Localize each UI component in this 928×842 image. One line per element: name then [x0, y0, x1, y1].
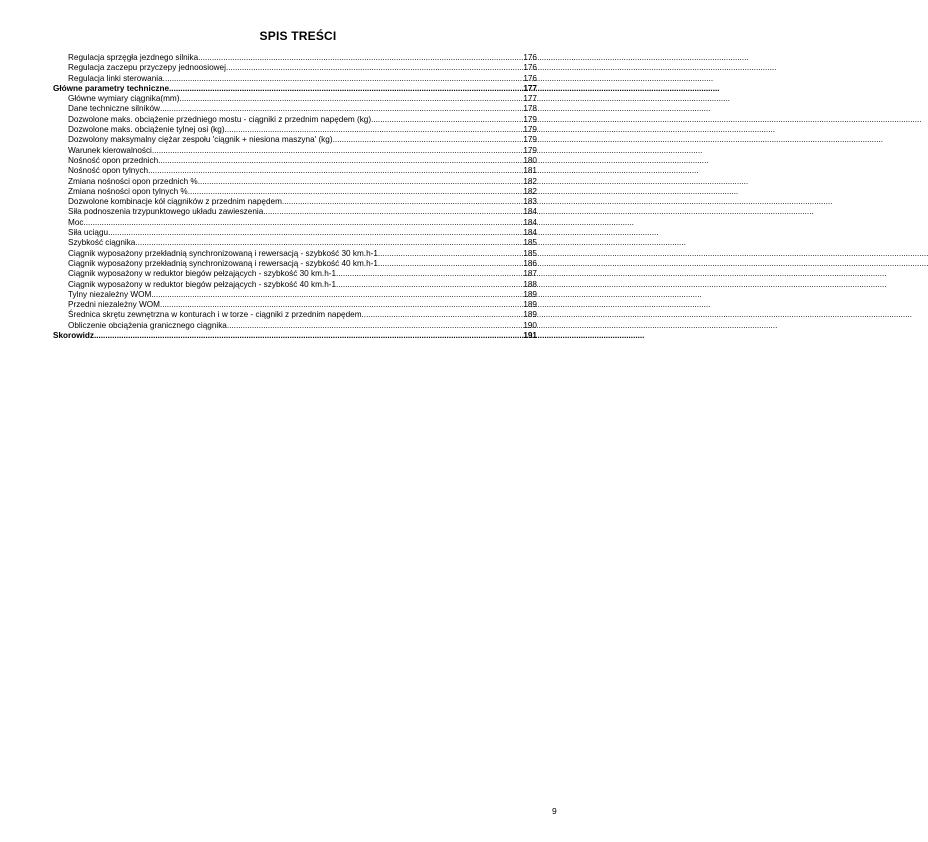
toc-dot-leader — [135, 238, 523, 248]
toc-entry[interactable] — [53, 187, 537, 197]
toc-dot-leader — [198, 177, 524, 187]
toc-entry[interactable] — [53, 135, 537, 145]
toc-entry-page: 183 — [523, 197, 537, 207]
toc-dot-leader — [83, 218, 523, 228]
toc-entry-page: 189 — [523, 289, 537, 299]
toc-entry[interactable] — [53, 53, 537, 63]
toc-entry-label: Ciągnik wyposażony przekładnią synchronizowaną i rewersacją - szybkość 40 km.h-1 — [68, 258, 378, 268]
toc-entry-label: Dozwolone maks. obciążenie tylnej osi (kg) — [68, 125, 225, 135]
toc-entry[interactable] — [53, 74, 537, 84]
toc-entry-label: Ciągnik wyposażony w reduktor biegów pełzających - szybkość 40 km.h-1 — [68, 279, 337, 289]
toc-entry-page: 184 — [523, 217, 537, 227]
toc-entry[interactable] — [53, 156, 537, 166]
toc-entry-label: Dozwolone kombinacje kół ciągników z przednim napędem — [68, 197, 282, 207]
toc-entry[interactable] — [53, 310, 537, 320]
toc-entry-page: 185 — [523, 238, 537, 248]
toc-entry-page: 190 — [523, 320, 537, 330]
toc-entry-page: 177 — [523, 94, 537, 104]
toc-entry-label: Regulacja zaczepu przyczepy jednoosiowej — [68, 63, 226, 73]
page-number: 9 — [552, 806, 557, 816]
toc-entry-page: 178 — [523, 104, 537, 114]
toc-dot-leader — [148, 166, 523, 176]
toc-dot-leader — [226, 63, 523, 73]
toc-entry-label: Skorowidz — [53, 331, 94, 341]
toc-dot-leader — [158, 156, 523, 166]
toc-dot-leader — [152, 146, 523, 156]
toc-entry-page: 182 — [523, 186, 537, 196]
toc-entry[interactable] — [53, 331, 537, 341]
toc-entry[interactable] — [53, 300, 537, 310]
toc-dot-leader — [282, 197, 523, 207]
toc-entry-page: 179 — [523, 145, 537, 155]
toc-entry[interactable] — [53, 104, 537, 114]
toc-dot-leader — [336, 280, 523, 290]
toc-dot-leader — [378, 249, 523, 259]
toc-entry-label: Średnica skrętu zewnętrzna w konturach i w torze - ciągniki z przednim napędem — [68, 310, 362, 320]
toc-entry[interactable] — [53, 166, 537, 176]
toc-entry-page: 179 — [523, 114, 537, 124]
toc-dot-leader — [179, 94, 523, 104]
toc-dot-leader — [198, 53, 523, 63]
toc-entry[interactable] — [53, 115, 537, 125]
table-of-contents — [53, 53, 537, 341]
toc-dot-leader — [163, 74, 524, 84]
toc-entry[interactable] — [53, 259, 537, 269]
toc-entry-page: 176 — [523, 73, 537, 83]
toc-entry-page: 176 — [523, 53, 537, 62]
toc-entry[interactable] — [53, 321, 537, 331]
toc-entry-label: Tylny niezależny WOM — [68, 289, 152, 299]
toc-entry[interactable] — [53, 290, 537, 300]
toc-entry[interactable] — [53, 249, 537, 259]
toc-entry-label: Przedni niezależny WOM — [68, 300, 160, 310]
toc-dot-leader — [225, 125, 524, 135]
toc-entry-page: 181 — [523, 166, 537, 176]
toc-entry-page: 182 — [523, 176, 537, 186]
toc-entry[interactable] — [53, 63, 537, 73]
toc-entry-label: Zmiana nośności opon przednich % — [68, 176, 198, 186]
toc-entry[interactable] — [53, 207, 537, 217]
toc-entry-page: 179 — [523, 135, 537, 145]
toc-dot-leader — [263, 207, 523, 217]
toc-entry-page: 188 — [523, 279, 537, 289]
toc-entry-label: Zmiana nośności opon tylnych % — [68, 186, 188, 196]
toc-entry[interactable] — [53, 228, 537, 238]
toc-entry[interactable] — [53, 197, 537, 207]
toc-entry-page: 179 — [523, 125, 537, 135]
toc-entry-label: Ciągnik wyposażony w reduktor biegów pełzających - szybkość 30 km.h-1 — [68, 269, 337, 279]
toc-entry-label: Nośność opon tylnych — [68, 166, 149, 176]
toc-entry-label: Główne parametry techniczne — [53, 83, 170, 93]
toc-entry-label: Regulacja sprzęgła jezdnego silnika — [68, 53, 199, 62]
toc-entry[interactable] — [53, 177, 537, 187]
toc-entry-page: 184 — [523, 207, 537, 217]
toc-entry-page: 191 — [523, 331, 537, 341]
toc-entry-label: Nośność opon przednich — [68, 155, 159, 165]
toc-entry[interactable] — [53, 125, 537, 135]
toc-dot-leader — [151, 290, 523, 300]
toc-dot-leader — [378, 259, 523, 269]
toc-entry-label: Regulacja linki sterowania — [68, 73, 163, 83]
toc-dot-leader — [169, 84, 523, 94]
toc-entry-page: 186 — [523, 258, 537, 268]
toc-entry-page: 189 — [523, 310, 537, 320]
toc-entry[interactable] — [53, 269, 537, 279]
toc-dot-leader — [94, 331, 523, 341]
toc-entry-label: Główne wymiary ciągnika(mm) — [68, 94, 180, 104]
toc-entry-label: Siła uciągu — [68, 228, 109, 238]
toc-entry[interactable] — [53, 218, 537, 228]
toc-dot-leader — [371, 115, 523, 125]
toc-entry-page: 187 — [523, 269, 537, 279]
toc-entry-label: Warunek kierowalności — [68, 145, 152, 155]
toc-dot-leader — [333, 135, 524, 145]
toc-entry-page: 177 — [523, 83, 537, 93]
toc-dot-leader — [160, 104, 523, 114]
toc-entry-page: 184 — [523, 228, 537, 238]
toc-entry-label: Dane techniczne silników — [68, 104, 160, 114]
toc-entry[interactable] — [53, 94, 537, 104]
toc-entry-label: Siła podnoszenia trzypunktowego układu zawieszenia — [68, 207, 264, 217]
toc-entry-label: Dozwolony maksymalny ciężar zespołu 'ciągnik + niesiona maszyna' (kg) — [68, 135, 333, 145]
toc-dot-leader — [188, 187, 524, 197]
toc-entry-label: Obliczenie obciążenia granicznego ciągnika — [68, 320, 227, 330]
toc-entry-page: 189 — [523, 300, 537, 310]
toc-entry[interactable] — [53, 238, 537, 248]
toc-dot-leader — [362, 310, 524, 320]
toc-entry-page: 176 — [523, 63, 537, 73]
toc-entry[interactable] — [53, 280, 537, 290]
toc-entry-label: Moc — [68, 217, 84, 227]
toc-entry-page: 185 — [523, 248, 537, 258]
toc-entry-label: Szybkość ciągnika — [68, 238, 136, 248]
page-title: SPIS TREŚCI — [259, 29, 337, 43]
toc-entry-page: 180 — [523, 155, 537, 165]
toc-entry[interactable] — [53, 146, 537, 156]
toc-entry-label: Dozwolone maks. obciążenie przedniego mostu - ciągniki z przednim napędem (kg) — [68, 114, 372, 124]
toc-dot-leader — [336, 269, 523, 279]
toc-dot-leader — [227, 321, 523, 331]
toc-dot-leader — [108, 228, 523, 238]
toc-entry-label: Ciągnik wyposażony przekładnią synchronizowaną i rewersacją - szybkość 30 km.h-1 — [68, 248, 378, 258]
toc-entry[interactable] — [53, 84, 537, 94]
toc-dot-leader — [160, 300, 523, 310]
